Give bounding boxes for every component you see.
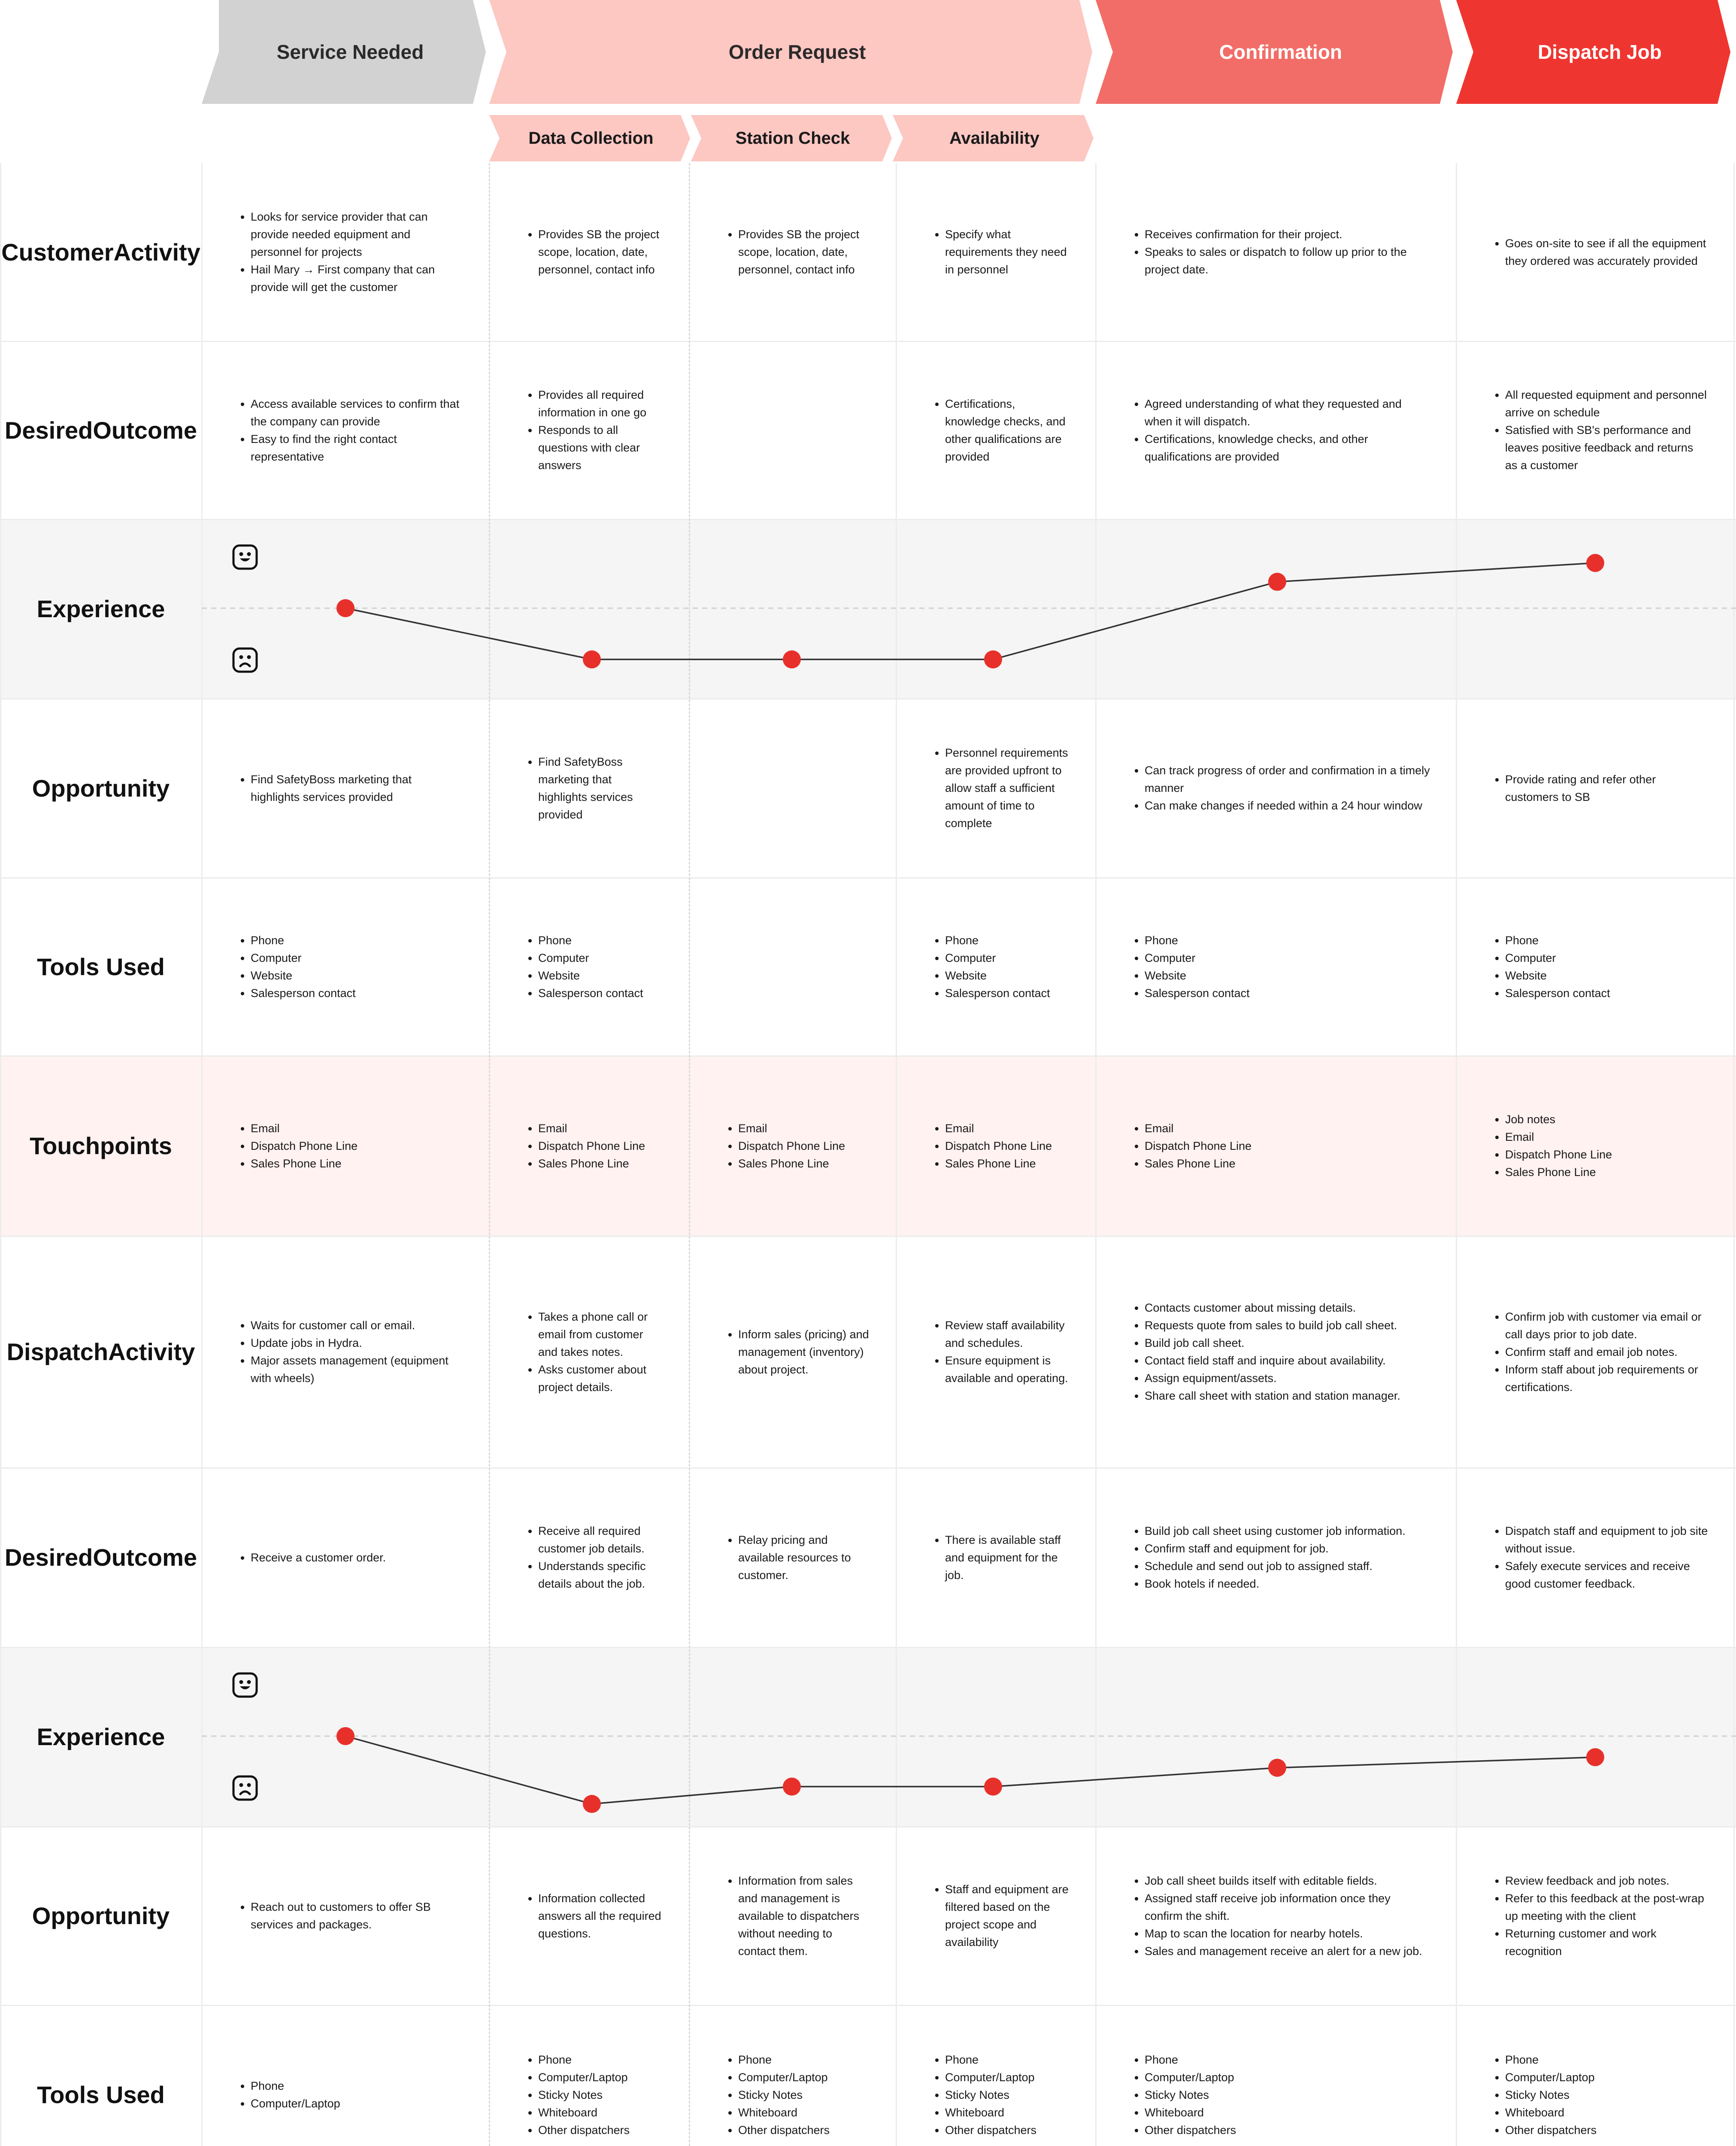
- row-label-line: Activity: [108, 1338, 195, 1365]
- cell: [202, 1468, 489, 1647]
- bullet-list: [235, 932, 356, 1002]
- bullet-item: • Can make changes if needed within a 24 hour window: [1145, 797, 1430, 815]
- cell: [202, 341, 489, 519]
- bullet-list: [1490, 771, 1708, 806]
- bullet-item: • Waits for customer call or email.: [251, 1317, 464, 1334]
- cell: [1456, 1468, 1734, 1647]
- bullet-item: • Review staff availability and schedules.: [945, 1317, 1070, 1352]
- bullet-item: • Receive a customer order.: [251, 1549, 386, 1567]
- cell: [489, 2005, 689, 2146]
- stage-label: Confirmation: [1219, 41, 1342, 63]
- row-label-line: Experience: [36, 595, 165, 622]
- bullet-item: • Dispatch Phone Line: [1505, 1146, 1612, 1164]
- bullet-item: • Sales Phone Line: [538, 1155, 645, 1173]
- bullet-item: • Confirm job with customer via email or call days prior to job date.: [1505, 1308, 1708, 1343]
- experience-point-data-collection: [583, 1795, 601, 1813]
- bullet-list: [523, 932, 643, 1002]
- bullet-item: • Reach out to customers to offer SB services and packages.: [251, 1898, 464, 1934]
- bullet-item: • There is available staff and equipment for the job.: [945, 1531, 1070, 1584]
- stage-service-needed: [202, 0, 489, 104]
- bullet-item: • Share call sheet with station and station manager.: [1145, 1387, 1400, 1405]
- cell: [489, 699, 689, 878]
- bullet-item: • Ensure equipment is available and operating.: [945, 1352, 1070, 1387]
- bullet-item: • Computer: [1145, 949, 1250, 967]
- bullet-item: • Phone: [945, 2051, 1036, 2069]
- bullet-list: [235, 2077, 340, 2113]
- row-label-line: Opportunity: [32, 1902, 170, 1929]
- bullet-item: • Certifications, knowledge checks, and other qualifications are provided: [1145, 430, 1430, 466]
- bullet-list: [930, 226, 1070, 279]
- bullet-list: [523, 386, 663, 474]
- bullet-list: [523, 1308, 663, 1396]
- bullet-item: • Provides SB the project scope, location, date, personnel, contact info: [738, 226, 870, 279]
- row-label: [0, 2005, 202, 2146]
- bullet-item: • All requested equipment and personnel arrive on schedule: [1505, 386, 1708, 421]
- cell: [896, 1056, 1096, 1236]
- bullet-list: [523, 753, 663, 824]
- stage-label: Order Request: [728, 41, 866, 63]
- cell: [1456, 1236, 1734, 1468]
- bullet-item: • Sales and management receive an alert for a new job.: [1145, 1943, 1430, 1960]
- experience-point-service-needed: [336, 1727, 354, 1745]
- bullet-item: • Can track progress of order and confirmation in a timely manner: [1145, 762, 1430, 797]
- bullet-item: • Phone: [945, 932, 1050, 949]
- bullet-list: [723, 226, 870, 279]
- cell: [896, 1827, 1096, 2005]
- bullet-list: [1129, 2051, 1236, 2139]
- row-label-line: Touchpoints: [30, 1132, 172, 1159]
- bullet-list: [1129, 762, 1430, 815]
- bullet-item: • Website: [251, 967, 356, 985]
- experience-point-station-check: [783, 650, 801, 668]
- bullet-item: • Website: [945, 967, 1050, 985]
- cell: [202, 1056, 489, 1236]
- cell: [689, 1056, 896, 1236]
- experience-chart: [0, 519, 1736, 699]
- bullet-item: • Dispatch Phone Line: [538, 1137, 645, 1155]
- row-label-line: Outcome: [93, 1544, 197, 1571]
- substage-label: Availability: [949, 128, 1039, 148]
- bullet-list: [1490, 235, 1708, 270]
- cell: [202, 2005, 489, 2146]
- cell: [489, 1236, 689, 1468]
- bullet-list: [930, 1531, 1070, 1584]
- bullet-item: • Dispatch Phone Line: [945, 1137, 1052, 1155]
- bullet-item: • Contacts customer about missing details.: [1145, 1299, 1400, 1317]
- bullet-item: • Phone: [738, 2051, 830, 2069]
- bullet-item: • Job notes: [1505, 1111, 1612, 1128]
- bullet-list: [1129, 1522, 1406, 1593]
- bullet-item: • Website: [1145, 967, 1250, 985]
- bullet-item: • Understands specific details about the job.: [538, 1558, 663, 1593]
- bullet-item: • Computer: [945, 949, 1050, 967]
- bullet-item: • Update jobs in Hydra.: [251, 1334, 464, 1352]
- bullet-item: • Provides all required information in one go: [538, 386, 663, 421]
- bullet-item: • Assigned staff receive job information once they confirm the shift.: [1145, 1890, 1430, 1925]
- cell: [689, 1236, 896, 1468]
- cell: [896, 163, 1096, 341]
- bullet-item: • Phone: [538, 932, 643, 949]
- bullet-item: • Inform staff about job requirements or certifications.: [1505, 1361, 1708, 1396]
- bullet-item: • Salesperson contact: [945, 985, 1050, 1002]
- row-label: [0, 163, 202, 341]
- bullet-item: • Book hotels if needed.: [1145, 1575, 1406, 1593]
- bullet-item: • Whiteboard: [1505, 2104, 1597, 2122]
- cell: [1456, 2005, 1734, 2146]
- bullet-item: • Computer/Laptop: [251, 2095, 340, 2113]
- substage-label: Data Collection: [528, 128, 654, 148]
- cell: [489, 1056, 689, 1236]
- bullet-item: • Computer: [1505, 949, 1610, 967]
- row-label-line: Desired: [4, 416, 93, 444]
- bullet-list: [1490, 2051, 1597, 2139]
- bullet-item: • Email: [251, 1120, 358, 1137]
- cell: [1096, 341, 1456, 519]
- experience-point-availability: [984, 1778, 1002, 1796]
- bullet-item: • Information from sales and management is available to dispatchers without needing to contact them.: [738, 1872, 870, 1960]
- experience-point-station-check: [783, 1778, 801, 1796]
- bullet-item: • Computer: [538, 949, 643, 967]
- bullet-item: • Access available services to confirm that the company can provide: [251, 395, 464, 430]
- bullet-item: • Computer/Laptop: [945, 2069, 1036, 2086]
- bullet-item: • Hail Mary → First company that can provide will get the customer: [251, 261, 464, 296]
- bullet-item: • Other dispatchers: [1145, 2122, 1236, 2139]
- bullet-item: • Provides SB the project scope, location, date, personnel, contact info: [538, 226, 663, 279]
- bullet-list: [1129, 395, 1430, 466]
- row-label: [0, 341, 202, 519]
- bullet-list: [235, 1120, 358, 1173]
- bullet-item: • Other dispatchers: [538, 2122, 630, 2139]
- bullet-list: [235, 771, 464, 806]
- bullet-list: [235, 1317, 464, 1387]
- bullet-item: • Major assets management (equipment with wheels): [251, 1352, 464, 1387]
- bullet-item: • Sticky Notes: [945, 2086, 1036, 2104]
- bullet-item: • Sticky Notes: [1505, 2086, 1597, 2104]
- bullet-item: • Responds to all questions with clear answers: [538, 421, 663, 474]
- bullet-list: [235, 1898, 464, 1934]
- bullet-item: • Review feedback and job notes.: [1505, 1872, 1708, 1890]
- bullet-list: [1490, 1308, 1708, 1396]
- experience-point-dispatch-job: [1586, 554, 1604, 572]
- bullet-list: [1129, 1299, 1400, 1405]
- bullet-item: • Build job call sheet.: [1145, 1334, 1400, 1352]
- bullet-item: • Agreed understanding of what they requested and when it will dispatch.: [1145, 395, 1430, 430]
- row-label-line: Opportunity: [32, 774, 170, 802]
- bullet-item: • Information collected answers all the required questions.: [538, 1890, 663, 1943]
- cell: [489, 878, 689, 1056]
- bullet-item: • Other dispatchers: [1505, 2122, 1597, 2139]
- cell: [489, 163, 689, 341]
- bullet-item: • Website: [1505, 967, 1610, 985]
- substage-station-check: [691, 115, 897, 161]
- bullet-item: • Salesperson contact: [251, 985, 356, 1002]
- bullet-item: • Contact field staff and inquire about availability.: [1145, 1352, 1400, 1370]
- bullet-item: • Certifications, knowledge checks, and other qualifications are provided: [945, 395, 1070, 466]
- experience-chart: [0, 1647, 1736, 1827]
- cell: [1096, 1827, 1456, 2005]
- bullet-item: • Sales Phone Line: [1505, 1164, 1612, 1181]
- cell: [1096, 2005, 1456, 2146]
- experience-point-dispatch-job: [1586, 1748, 1604, 1766]
- bullet-item: • Asks customer about project details.: [538, 1361, 663, 1396]
- cell: [489, 1827, 689, 2005]
- cell: [1456, 163, 1734, 341]
- cell: [202, 1236, 489, 1468]
- cell: [202, 163, 489, 341]
- experience-point-data-collection: [583, 650, 601, 668]
- bullet-item: • Computer/Laptop: [738, 2069, 830, 2086]
- bullet-item: • Speaks to sales or dispatch to follow up prior to the project date.: [1145, 243, 1430, 279]
- row-label-line: Outcome: [93, 416, 197, 444]
- row-label: [0, 1827, 202, 2005]
- bullet-item: • Goes on-site to see if all the equipment they ordered was accurately provided: [1505, 235, 1708, 270]
- bullet-item: • Phone: [1145, 2051, 1236, 2069]
- bullet-item: • Other dispatchers: [945, 2122, 1036, 2139]
- bullet-item: • Receive all required customer job details.: [538, 1522, 663, 1558]
- bullet-item: • Sales Phone Line: [738, 1155, 845, 1173]
- bullet-item: • Schedule and send out job to assigned staff.: [1145, 1558, 1406, 1575]
- bullet-list: [1490, 1111, 1612, 1181]
- cell: [896, 1236, 1096, 1468]
- bullet-item: • Dispatch Phone Line: [1145, 1137, 1251, 1155]
- bullet-item: • Sticky Notes: [1145, 2086, 1236, 2104]
- stage-order-request: [489, 0, 1096, 104]
- bullet-list: [930, 1317, 1070, 1387]
- bullet-item: • Phone: [251, 2077, 340, 2095]
- bullet-item: • Find SafetyBoss marketing that highlights services provided: [538, 753, 663, 824]
- bullet-item: • Specify what requirements they need in personnel: [945, 226, 1070, 279]
- row-label-line: Desired: [4, 1544, 93, 1571]
- bullet-list: [235, 1549, 386, 1567]
- cell: [1096, 1236, 1456, 1468]
- experience-line: [345, 1736, 1595, 1804]
- bullet-list: [723, 1531, 870, 1584]
- row-label: [0, 699, 202, 878]
- cell: [1096, 1468, 1456, 1647]
- bullet-list: [930, 744, 1070, 832]
- cell: [1096, 1056, 1456, 1236]
- bullet-item: • Takes a phone call or email from customer and takes notes.: [538, 1308, 663, 1361]
- bullet-item: • Phone: [1145, 932, 1250, 949]
- bullet-item: • Email: [1145, 1120, 1251, 1137]
- bullet-item: • Dispatch staff and equipment to job site without issue.: [1505, 1522, 1708, 1558]
- row-label-line: Tools Used: [37, 953, 165, 980]
- bullet-list: [723, 2051, 830, 2139]
- bullet-item: • Computer/Laptop: [538, 2069, 630, 2086]
- bullet-item: • Sales Phone Line: [1145, 1155, 1251, 1173]
- cell: [1456, 341, 1734, 519]
- bullet-list: [523, 1522, 663, 1593]
- bullet-item: • Returning customer and work recognition: [1505, 1925, 1708, 1960]
- cell: [1456, 878, 1734, 1056]
- bullet-item: • Computer/Laptop: [1145, 2069, 1236, 2086]
- cell: [689, 2005, 896, 2146]
- bullet-item: • Computer/Laptop: [1505, 2069, 1597, 2086]
- bullet-list: [1129, 1120, 1251, 1173]
- cell: [896, 2005, 1096, 2146]
- cell: [896, 699, 1096, 878]
- bullet-list: [1129, 226, 1430, 279]
- bullet-item: • Dispatch Phone Line: [738, 1137, 845, 1155]
- cell: [1096, 699, 1456, 878]
- bullet-item: • Personnel requirements are provided upfront to allow staff a sufficient amount of time to complete: [945, 744, 1070, 832]
- substage-data-collection: [489, 115, 695, 161]
- cell: [1096, 878, 1456, 1056]
- bullet-item: • Phone: [1505, 2051, 1597, 2069]
- cell: [689, 1468, 896, 1647]
- bullet-item: • Provide rating and refer other customers to SB: [1505, 771, 1708, 806]
- cell: [202, 699, 489, 878]
- bullet-list: [1129, 932, 1250, 1002]
- experience-point-confirmation: [1268, 573, 1286, 591]
- bullet-item: • Map to scan the location for nearby hotels.: [1145, 1925, 1430, 1943]
- bullet-list: [1490, 386, 1708, 474]
- bullet-item: • Sales Phone Line: [945, 1155, 1052, 1173]
- stage-dispatch-job: [1456, 0, 1734, 104]
- bullet-item: • Find SafetyBoss marketing that highlights services provided: [251, 771, 464, 806]
- row-label-line: Tools Used: [37, 2081, 165, 2108]
- bullet-item: • Inform sales (pricing) and management (inventory) about project.: [738, 1326, 870, 1379]
- bullet-item: • Salesperson contact: [538, 985, 643, 1002]
- bullet-list: [523, 2051, 630, 2139]
- bullet-item: • Phone: [251, 932, 356, 949]
- bullet-list: [523, 1120, 645, 1173]
- experience-point-service-needed: [336, 599, 354, 617]
- bullet-item: • Confirm staff and equipment for job.: [1145, 1540, 1406, 1558]
- bullet-item: • Build job call sheet using customer job information.: [1145, 1522, 1406, 1540]
- cell: [1456, 699, 1734, 878]
- bullet-list: [235, 208, 464, 296]
- experience-point-confirmation: [1268, 1759, 1286, 1777]
- bullet-item: • Phone: [538, 2051, 630, 2069]
- cell: [1456, 1056, 1734, 1236]
- bullet-item: • Dispatch Phone Line: [251, 1137, 358, 1155]
- bullet-item: • Salesperson contact: [1505, 985, 1610, 1002]
- bullet-item: • Whiteboard: [1145, 2104, 1236, 2122]
- bullet-item: • Email: [538, 1120, 645, 1137]
- bullet-item: • Staff and equipment are filtered based on the project scope and availability: [945, 1881, 1070, 1951]
- bullet-item: • Email: [1505, 1128, 1612, 1146]
- bullet-item: • Phone: [1505, 932, 1610, 949]
- row-label: [0, 1468, 202, 1647]
- bullet-item: • Looks for service provider that can provide needed equipment and personnel for projects: [251, 208, 464, 261]
- bullet-item: • Email: [738, 1120, 845, 1137]
- bullet-item: • Sticky Notes: [738, 2086, 830, 2104]
- substage-label: Station Check: [735, 128, 850, 148]
- bullet-list: [930, 932, 1050, 1002]
- bullet-item: • Salesperson contact: [1145, 985, 1250, 1002]
- bullet-list: [930, 2051, 1036, 2139]
- row-label-line: Activity: [113, 238, 200, 266]
- cell: [1096, 163, 1456, 341]
- experience-point-availability: [984, 650, 1002, 668]
- row-label-line: Experience: [36, 1723, 165, 1750]
- bullet-item: • Easy to find the right contact representative: [251, 430, 464, 466]
- bullet-list: [930, 1120, 1052, 1173]
- row-label: [0, 1056, 202, 1236]
- bullet-item: • Other dispatchers: [738, 2122, 830, 2139]
- bullet-list: [723, 1120, 845, 1173]
- bullet-list: [723, 1872, 870, 1960]
- bullet-item: • Receives confirmation for their project.: [1145, 226, 1430, 243]
- cell: [202, 878, 489, 1056]
- row-label: [0, 1236, 202, 1468]
- cell: [689, 1827, 896, 2005]
- cell: [896, 341, 1096, 519]
- cell: [489, 341, 689, 519]
- substage-availability: [893, 115, 1099, 161]
- bullet-list: [930, 1881, 1070, 1951]
- bullet-list: [1129, 1872, 1430, 1960]
- bullet-list: [1490, 1522, 1708, 1593]
- cell: [896, 1468, 1096, 1647]
- bullet-item: • Whiteboard: [738, 2104, 830, 2122]
- bullet-item: • Whiteboard: [538, 2104, 630, 2122]
- stage-label: Dispatch Job: [1538, 41, 1662, 63]
- row-label-line: Customer: [1, 238, 114, 266]
- bullet-item: • Confirm staff and email job notes.: [1505, 1343, 1708, 1361]
- bullet-item: • Website: [538, 967, 643, 985]
- bullet-item: • Requests quote from sales to build job call sheet.: [1145, 1317, 1400, 1334]
- bullet-item: • Sticky Notes: [538, 2086, 630, 2104]
- bullet-list: [1490, 932, 1610, 1002]
- stage-confirmation: [1096, 0, 1456, 104]
- bullet-list: [523, 226, 663, 279]
- cell: [896, 878, 1096, 1056]
- stage-label: Service Needed: [276, 41, 424, 63]
- bullet-list: [523, 1890, 663, 1943]
- bullet-item: • Relay pricing and available resources to customer.: [738, 1531, 870, 1584]
- bullet-item: • Whiteboard: [945, 2104, 1036, 2122]
- cell: [1456, 1827, 1734, 2005]
- bullet-list: [930, 395, 1070, 466]
- bullet-list: [235, 395, 464, 466]
- bullet-item: • Computer: [251, 949, 356, 967]
- bullet-item: • Safely execute services and receive good customer feedback.: [1505, 1558, 1708, 1593]
- bullet-item: • Refer to this feedback at the post-wrap up meeting with the client: [1505, 1890, 1708, 1925]
- row-label-line: Dispatch: [6, 1338, 109, 1365]
- bullet-item: • Job call sheet builds itself with editable fields.: [1145, 1872, 1430, 1890]
- bullet-item: • Assign equipment/assets.: [1145, 1370, 1400, 1387]
- bullet-item: • Email: [945, 1120, 1052, 1137]
- cell: [689, 163, 896, 341]
- row-label: [0, 878, 202, 1056]
- bullet-item: • Sales Phone Line: [251, 1155, 358, 1173]
- bullet-list: [1490, 1872, 1708, 1960]
- experience-line: [345, 563, 1595, 660]
- cell: [202, 1827, 489, 2005]
- bullet-item: • Satisfied with SB's performance and leaves positive feedback and returns as a customer: [1505, 421, 1708, 474]
- bullet-list: [723, 1326, 870, 1379]
- cell: [489, 1468, 689, 1647]
